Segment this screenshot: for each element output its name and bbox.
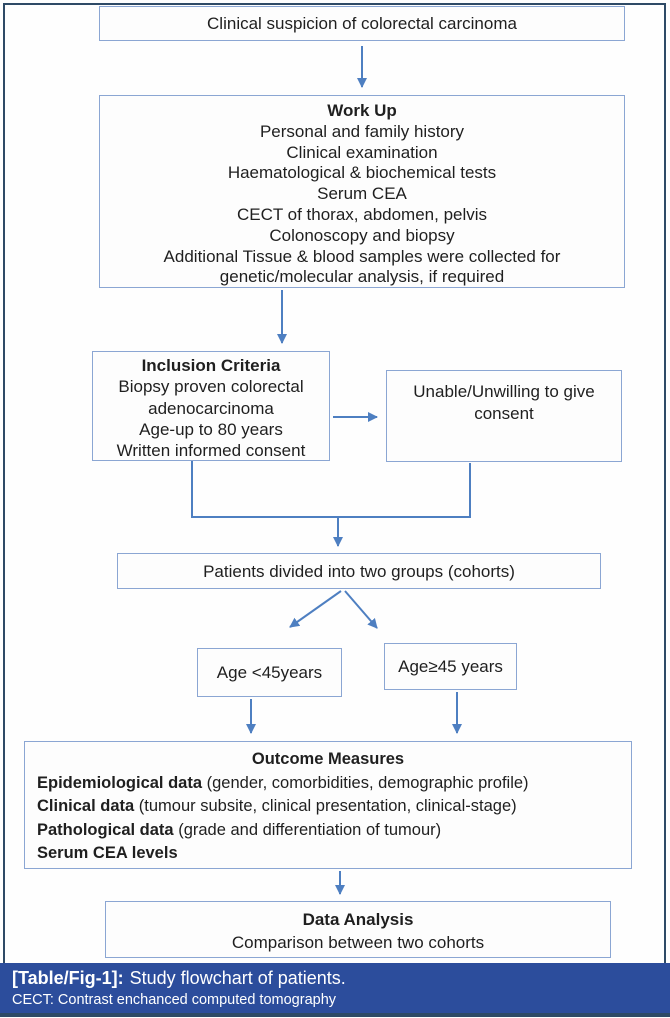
figure-bottom-border: [0, 1013, 670, 1017]
outcome-measures-title: Outcome Measures: [251, 750, 405, 768]
clinical-suspicion-text: Clinical suspicion of colorectal carcinoma: [207, 14, 517, 33]
work-up-line: Additional Tissue & blood samples were collected for: [163, 246, 561, 266]
node-clinical-suspicion: [99, 6, 625, 41]
outcome-item: [25, 819, 631, 843]
patients-divided-text: Patients divided into two groups (cohorts): [203, 561, 515, 581]
outcome-item-rest: (tumour subsite, clinical presentation, clinical-stage): [134, 797, 517, 815]
outcome-item-lead: Serum CEA levels: [37, 844, 178, 862]
connector-merge-line: [192, 461, 470, 517]
figure-caption-footnote: CECT: Contrast enchanced computed tomography: [12, 992, 337, 1008]
data-analysis-text: Comparison between two cohorts: [231, 933, 485, 952]
node-inclusion-criteria: [92, 351, 330, 461]
arrow-divided-to-age-young-icon: [290, 591, 341, 627]
node-age-under-45: [197, 648, 342, 697]
node-work-up: [99, 95, 625, 288]
inclusion-criteria-line: Age-up to 80 years: [139, 419, 283, 439]
node-unable-unwilling-consent: [386, 370, 622, 462]
consent-line: consent: [474, 404, 534, 423]
outcome-item-rest: (gender, comorbidities, demographic profile): [202, 773, 529, 792]
data-analysis-title: Data Analysis: [302, 910, 414, 929]
outcome-item: [25, 842, 631, 866]
node-age-45-and-over: [384, 643, 517, 690]
figure-caption-label: [Table/Fig-1]:: [12, 968, 124, 988]
consent-line: Unable/Unwilling to give: [413, 382, 595, 401]
node-data-analysis: [105, 901, 611, 958]
node-patients-divided: [117, 553, 601, 589]
figure-caption-bar: [0, 963, 670, 1013]
arrow-divided-to-age-old-icon: [345, 591, 377, 628]
work-up-line: CECT of thorax, abdomen, pelvis: [236, 204, 488, 224]
figure-caption: [12, 968, 658, 989]
inclusion-criteria-line: Biopsy proven colorectal: [118, 377, 304, 397]
outcome-item: [25, 772, 631, 796]
inclusion-criteria-title: Inclusion Criteria: [141, 356, 281, 375]
work-up-title: Work Up: [327, 101, 397, 120]
node-outcome-measures: [24, 741, 632, 869]
outcome-item-rest: (grade and differentiation of tumour): [173, 820, 442, 839]
age-45-and-over-text: Age≥45 years: [398, 657, 503, 676]
work-up-line: Colonoscopy and biopsy: [269, 225, 455, 245]
outcome-item-lead: Pathological data: [37, 820, 174, 839]
inclusion-criteria-line: Written informed consent: [116, 441, 306, 461]
work-up-line: genetic/molecular analysis, if required: [219, 267, 505, 287]
work-up-line: Personal and family history: [259, 121, 465, 141]
inclusion-criteria-line: adenocarcinoma: [148, 398, 274, 418]
work-up-line: Clinical examination: [286, 142, 438, 162]
work-up-line: Haematological & biochemical tests: [227, 163, 497, 183]
age-under-45-text: Age <45years: [216, 663, 323, 682]
figure-caption-title: Study flowchart of patients.: [129, 968, 346, 988]
outcome-item-lead: Epidemiological data: [37, 773, 203, 792]
outcome-item: [25, 795, 631, 819]
outcome-item-lead: Clinical data: [37, 797, 135, 815]
work-up-line: Serum CEA: [317, 184, 407, 204]
